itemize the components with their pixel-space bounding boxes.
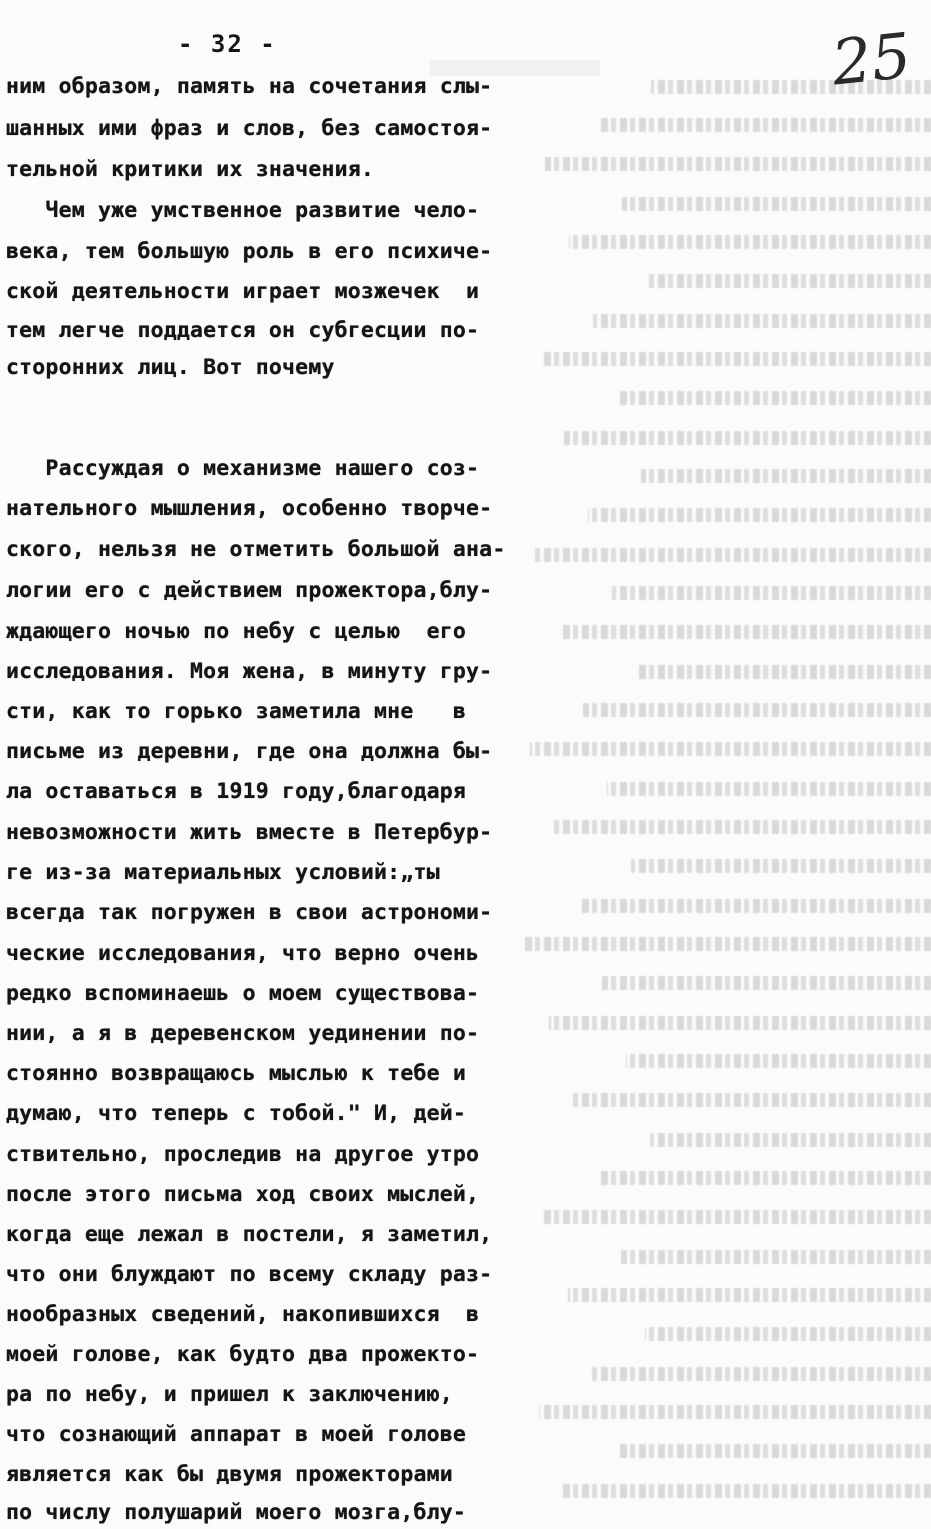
text-line: шанных ими фраз и слов, без самостоя- (6, 116, 493, 141)
text-line: когда еще лежал в постели, я заметил, (6, 1222, 493, 1247)
text-line: логии его с действием прожектора,блу- (6, 578, 493, 603)
bleed-line (578, 899, 931, 913)
bleed-line (539, 1405, 931, 1419)
text-line: ним образом, память на сочетания слы- (6, 74, 493, 99)
text-line: всегда так погружен в свои астрономи- (6, 900, 493, 925)
text-line: ского, нельзя не отметить большой ана- (6, 537, 506, 562)
bleed-line (573, 1093, 931, 1107)
bleed-line (583, 703, 931, 717)
bleed-line (568, 1288, 931, 1302)
text-line: Рассуждая о механизме нашего соз- (6, 456, 480, 481)
bleed-line (569, 235, 931, 249)
archive-folio-number: 25 (828, 18, 915, 100)
bleed-line (597, 1171, 931, 1185)
bleed-line (650, 1133, 931, 1147)
bleed-line (612, 586, 931, 600)
text-line: стоянно возвращаюсь мыслью к тебе и (6, 1061, 467, 1086)
text-line: нательного мышления, особенно творче- (6, 496, 493, 521)
text-line: по числу полушарий моего мозга,блу- (6, 1500, 467, 1525)
text-line: письме из деревни, где она должна бы- (6, 739, 493, 764)
bleed-line (530, 742, 931, 756)
bleed-line (563, 1484, 931, 1498)
bleed-line (626, 1054, 931, 1068)
bleed-line (593, 314, 931, 328)
bleed-line (636, 665, 931, 679)
bleed-line (598, 118, 931, 132)
bleed-line (617, 391, 931, 405)
text-line: ла оставаться в 1919 году,благодаря (6, 779, 467, 804)
text-line: ра по небу, и пришел к заключению, (6, 1382, 453, 1407)
bleed-line (549, 1016, 931, 1030)
text-line: века, тем большую роль в его психиче- (6, 239, 493, 264)
text-line: ческие исследования, что верно очень (6, 941, 480, 966)
bleed-line (607, 782, 931, 796)
bleed-line (622, 197, 931, 211)
bleed-line (645, 1327, 931, 1341)
page-number: - 32 - (178, 30, 277, 58)
bleed-line (554, 820, 931, 834)
bleed-line (525, 937, 931, 951)
text-line: тем легче поддается он субгесции по- (6, 318, 480, 343)
text-line: редко вспоминаешь о моем существова- (6, 981, 480, 1006)
bleed-line (641, 469, 931, 483)
bleed-line (616, 1444, 931, 1458)
text-line: после этого письма ход своих мыслей, (6, 1182, 480, 1207)
bleed-line (588, 508, 931, 522)
text-line: ге из-за материальных условий:„ты (6, 860, 440, 885)
text-line: сторонних лиц. Вот почему (6, 355, 335, 380)
bleed-line (592, 1367, 931, 1381)
text-line: Чем уже умственное развитие чело- (6, 198, 480, 223)
text-line: нии, а я в деревенском уединении по- (6, 1021, 480, 1046)
bleed-line (559, 625, 931, 639)
text-line: сти, как то горько заметила мне в (6, 699, 467, 724)
text-line: нообразных сведений, накопившихся в (6, 1302, 480, 1327)
bleed-line (540, 352, 931, 366)
text-line: исследования. Моя жена, в минуту гру- (6, 659, 493, 684)
text-line: моей голове, как будто два прожекто- (6, 1342, 480, 1367)
text-line: что сознающий аппарат в моей голове (6, 1422, 467, 1447)
reverse-side-bleed-through (505, 60, 931, 1520)
text-line: ствительно, проследив на другое утро (6, 1142, 480, 1167)
bleed-line (631, 859, 931, 873)
text-line: что они блуждают по всему складу раз- (6, 1262, 493, 1287)
bleed-line (544, 1210, 931, 1224)
text-line: является как бы двумя прожекторами (6, 1462, 453, 1487)
text-line: думаю, что теперь с тобой." И, дей- (6, 1101, 467, 1126)
bleed-line (621, 1250, 931, 1264)
text-line: ской деятельности играет мозжечек и (6, 279, 480, 304)
text-line: ждающего ночью по небу с целью его (6, 619, 467, 644)
bleed-line (602, 976, 931, 990)
bleed-line (535, 548, 931, 562)
bleed-line (564, 431, 931, 445)
text-line: невозможности жить вместе в Петербур- (6, 820, 493, 845)
bleed-line (646, 274, 931, 288)
text-line: тельной критики их значения. (6, 157, 375, 182)
bleed-line (545, 157, 931, 171)
